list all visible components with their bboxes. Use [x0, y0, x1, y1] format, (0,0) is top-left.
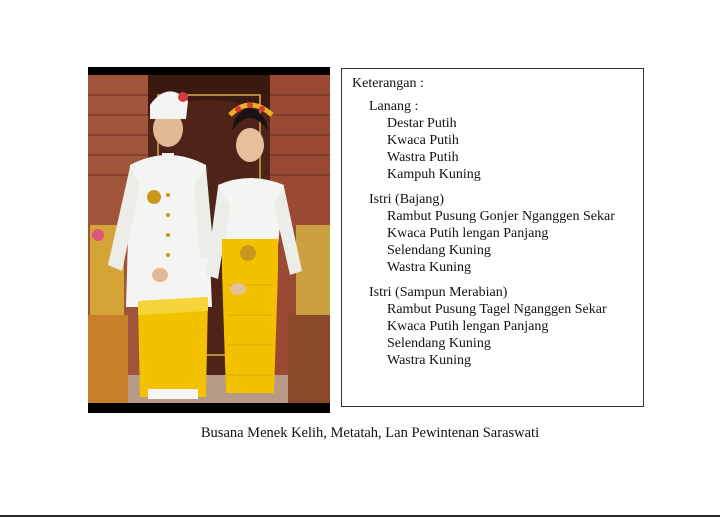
- group-title-istri-bajang: Istri (Bajang): [369, 192, 445, 207]
- couple-photo: [88, 67, 330, 413]
- list-item: Selendang Kuning: [387, 336, 491, 351]
- list-item: Rambut Pusung Gonjer Nganggen Sekar: [387, 209, 615, 224]
- list-item: Rambut Pusung Tagel Nganggen Sekar: [387, 302, 607, 317]
- list-item: Destar Putih: [387, 116, 457, 131]
- list-item: Kampuh Kuning: [387, 167, 481, 182]
- list-item: Wastra Kuning: [387, 260, 472, 275]
- list-item: Selendang Kuning: [387, 243, 491, 258]
- list-item: Wastra Kuning: [387, 353, 472, 368]
- divider: [0, 515, 720, 517]
- couple-illustration: [88, 75, 330, 403]
- list-item: Kwaca Putih: [387, 133, 459, 148]
- list-item: Wastra Putih: [387, 150, 459, 165]
- legend-title: Keterangan :: [352, 76, 424, 91]
- legend-box: [341, 68, 644, 407]
- group-title-lanang: Lanang :: [369, 99, 419, 114]
- figure-caption: Busana Menek Kelih, Metatah, Lan Pewintenan Saraswati: [200, 425, 540, 441]
- list-item: Kwaca Putih lengan Panjang: [387, 226, 549, 241]
- list-item: Kwaca Putih lengan Panjang: [387, 319, 549, 334]
- group-title-istri-sampun-merabian: Istri (Sampun Merabian): [369, 285, 508, 300]
